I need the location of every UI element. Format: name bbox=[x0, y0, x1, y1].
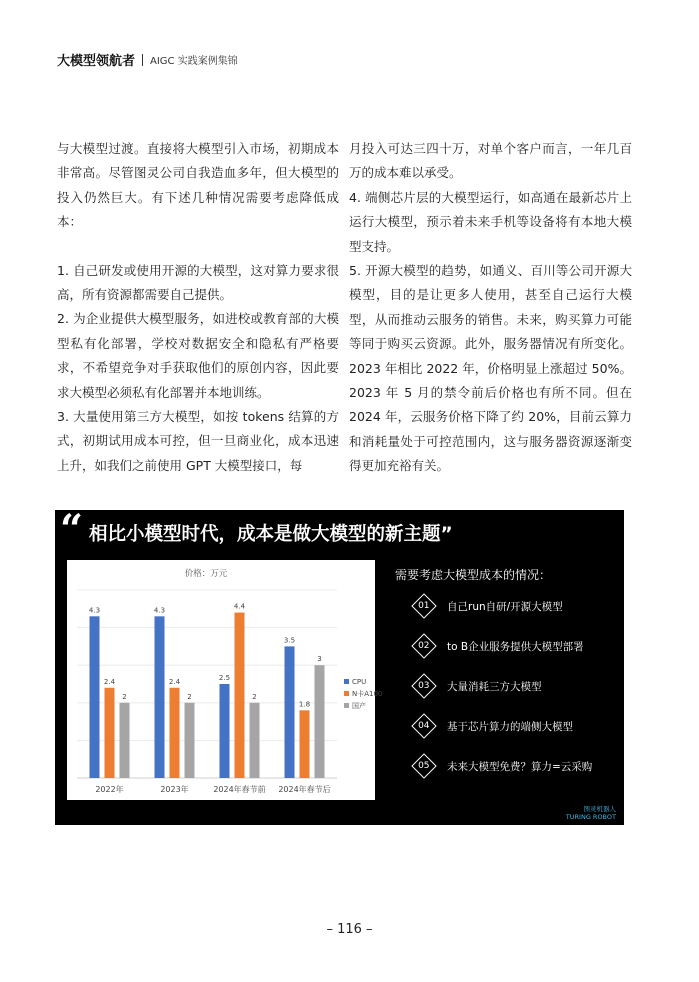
header-subtitle: AIGC 实践案例集锦 bbox=[150, 56, 238, 67]
data-label: 2 bbox=[252, 692, 257, 701]
case-label: 大量消耗三方大模型 bbox=[447, 680, 542, 693]
chart-bar bbox=[90, 616, 100, 778]
case-item bbox=[415, 717, 573, 735]
case-item bbox=[415, 597, 563, 615]
chart-bar bbox=[250, 703, 260, 778]
data-label: 3 bbox=[317, 655, 322, 664]
case-label: 自己run自研/开源大模型 bbox=[447, 600, 563, 613]
list-item: 2. 为企业提供大模型服务，如进校或教育部的大模型私有化部署，学校对数据安全和隐私有严格要求，不希望竞争对手获取他们的原创内容，因此要求大模型必须私有化部署并本地训练。 bbox=[57, 311, 339, 400]
case-label: 基于芯片算力的端侧大模型 bbox=[447, 720, 573, 733]
category-label: 2024年春节后 bbox=[278, 785, 331, 794]
header-title: 大模型领航者 bbox=[57, 54, 136, 69]
left-column bbox=[57, 137, 339, 478]
chart-bar bbox=[185, 703, 195, 778]
chart-bar bbox=[105, 688, 115, 778]
legend-entry: 国产 bbox=[352, 702, 366, 710]
diamond-icon bbox=[411, 593, 436, 618]
page-number: – 116 – bbox=[326, 922, 373, 937]
page-header bbox=[57, 50, 238, 69]
figure-panel bbox=[55, 506, 624, 825]
quote-icon: “ bbox=[60, 506, 84, 553]
case-item bbox=[415, 637, 584, 655]
legend-entry: CPU bbox=[352, 678, 367, 686]
chart-bar bbox=[235, 613, 245, 778]
list-item: 1. 自己研发或使用开源的大模型，这对算力要求很高，所有资源都需要自己提供。 bbox=[57, 262, 339, 303]
brand-logo bbox=[566, 805, 616, 821]
list-item: 5. 开源大模型的趋势，如通义、百川等公司开源大模型，目的是让更多人使用，甚至自己运行大模型，从而推动云服务的销售。未来，购买算力可能等同于购买云资源。此外，服务器情况有所变化。2023 年相比 2022 年，价格明显上涨超过 50%。2023 年 5 月的禁令前后价格也有所不同。但在 2024 年，云服务价格下降了约 20%，目前云算力和消耗量处于可控范围内，这与服务器资源逐渐变得更加充裕有关。 bbox=[349, 263, 632, 474]
case-number: 05 bbox=[418, 760, 430, 771]
data-label: 4.4 bbox=[233, 602, 246, 611]
chart-bar bbox=[285, 646, 295, 778]
list-item: 3. 大量使用第三方大模型，如按 tokens 结算的方式，初期试用成本可控，但一旦商业化，成本迅速上升，如我们之前使用 GPT 大模型接口，每 bbox=[57, 409, 339, 473]
data-label: 2 bbox=[122, 692, 127, 701]
panel-title: 相比小模型时代，成本是做大模型的新主题” bbox=[89, 524, 453, 545]
paragraph: 月投入可达三四十万，对单个客户而言，一年几百万的成本难以承受。 bbox=[349, 141, 632, 181]
case-label: to B企业服务提供大模型部署 bbox=[447, 640, 584, 653]
legend-swatch bbox=[344, 679, 349, 684]
data-label: 1.8 bbox=[298, 700, 311, 709]
data-label: 4.3 bbox=[88, 606, 101, 615]
chart-container bbox=[67, 560, 383, 800]
chart-bar bbox=[220, 684, 230, 778]
diamond-icon bbox=[411, 673, 436, 698]
data-label: 2.4 bbox=[103, 677, 116, 686]
category-label: 2022年 bbox=[95, 785, 124, 794]
case-number: 03 bbox=[418, 680, 430, 691]
data-label: 2 bbox=[187, 692, 192, 701]
logo-line: 图灵机器人 bbox=[583, 805, 616, 813]
case-number: 04 bbox=[418, 720, 430, 731]
chart-bar bbox=[315, 665, 325, 778]
case-label: 未来大模型免费？算力=云采购 bbox=[447, 760, 593, 773]
data-label: 4.3 bbox=[153, 606, 166, 615]
right-column bbox=[349, 137, 632, 479]
case-item bbox=[415, 677, 542, 695]
chart-bar bbox=[120, 703, 130, 778]
chart-bar bbox=[155, 616, 165, 778]
paragraph: 与大模型过渡。直接将大模型引入市场，初期成本非常高。尽管图灵公司自我造血多年，但大模型的投入仍然巨大。有下述几种情况需要考虑降低成本： bbox=[57, 141, 339, 230]
logo-line: TURING ROBOT bbox=[565, 813, 616, 821]
bar-chart bbox=[67, 560, 383, 800]
chart-bar bbox=[170, 688, 180, 778]
diamond-icon bbox=[411, 753, 436, 778]
chart-bar bbox=[300, 710, 310, 778]
legend-swatch bbox=[344, 691, 349, 696]
data-label: 3.5 bbox=[283, 636, 296, 645]
data-label: 2.4 bbox=[168, 677, 181, 686]
chart-title: 价格：万元 bbox=[184, 569, 228, 579]
header-divider bbox=[142, 54, 143, 66]
data-label: 2.5 bbox=[218, 674, 231, 682]
category-label: 2023年 bbox=[160, 785, 189, 794]
case-item bbox=[415, 757, 592, 775]
case-number: 02 bbox=[418, 640, 430, 651]
legend-entry: N卡A100 bbox=[352, 690, 383, 698]
legend-swatch bbox=[344, 703, 349, 708]
list-item: 4. 端侧芯片层的大模型运行，如高通在最新芯片上运行大模型，预示着未来手机等设备将有本地大模型支持。 bbox=[349, 189, 632, 254]
case-number: 01 bbox=[418, 600, 430, 611]
category-label: 2024年春节前 bbox=[213, 785, 266, 794]
cases-title: 需要考虑大模型成本的情况： bbox=[395, 568, 552, 582]
diamond-icon bbox=[411, 713, 436, 738]
diamond-icon bbox=[411, 633, 436, 658]
